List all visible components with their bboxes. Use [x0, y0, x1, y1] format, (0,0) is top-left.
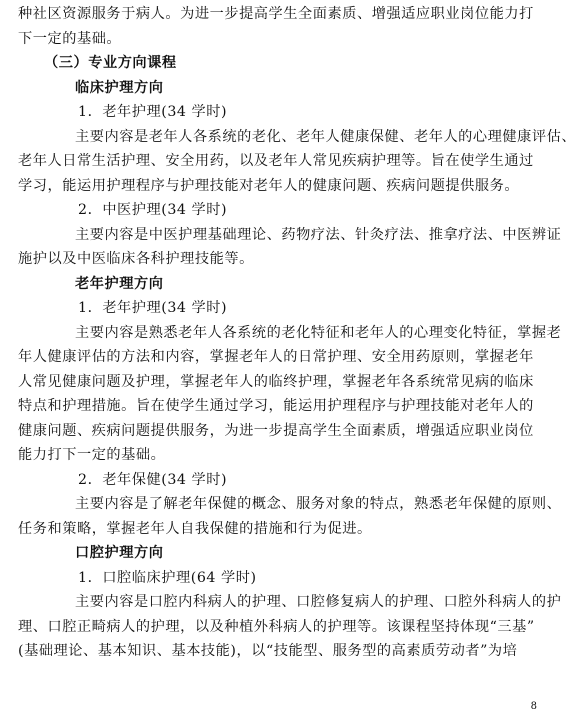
course-title: 1．老年护理(34 学时) — [78, 300, 228, 316]
subsection-heading: 老年护理方向 — [75, 275, 164, 292]
document-page — [18, 0, 577, 664]
body-text-line: 老年人日常生活护理、安全用药，以及老年人常见疾病护理等。旨在使学生通过 — [18, 153, 534, 169]
body-text-line: 下一定的基础。 — [18, 30, 122, 47]
body-text-line: 健康问题、疾病问题提供服务，为进一步提高学生全面素质，增强适应职业岗位 — [18, 422, 534, 439]
body-text-line: 年人健康评估的方法和内容，掌握老年人的日常护理、安全用药原则，掌握老年 — [18, 349, 534, 365]
section-heading: （三）专业方向课程 — [44, 55, 177, 71]
body-text-line: 施护以及中医临床各科护理技能等。 — [18, 251, 254, 267]
course-title: 2．中医护理(34 学时) — [78, 202, 228, 218]
course-title: 1．口腔临床护理(64 学时) — [78, 569, 257, 586]
body-text-line: 主要内容是了解老年保健的概念、服务对象的特点，熟悉老年保健的原则、 — [75, 496, 562, 512]
body-text-line: 主要内容是熟悉老年人各系统的老化特征和老年人的心理变化特征，掌握老 — [75, 324, 562, 341]
body-text-line: 种社区资源服务于病人。为进一步提高学生全面素质、增强适应职业岗位能力打 — [18, 6, 534, 22]
body-text-line: (基础理论、基本知识、基本技能)，以“技能型、服务型的高素质劳动者”为培 — [18, 643, 518, 659]
course-title: 1．老年护理(34 学时) — [78, 104, 228, 120]
body-text-line: 主要内容是中医护理基础理论、药物疗法、针灸疗法、推拿疗法、中医辨证 — [75, 226, 562, 243]
course-title: 2．老年保健(34 学时) — [78, 471, 228, 488]
body-text-line: 主要内容是老年人各系统的老化、老年人健康保健、老年人的心理健康评估、 — [75, 128, 577, 145]
body-text-line: 人常见健康问题及护理，掌握老年人的临终护理，掌握老年各系统常见病的临床 — [18, 373, 534, 390]
body-text-line: 任务和策略，掌握老年人自我保健的措施和行为促进。 — [18, 520, 372, 537]
body-text-line: 主要内容是口腔内科病人的护理、口腔修复病人的护理、口腔外科病人的护 — [75, 594, 562, 610]
subsection-heading: 口腔护理方向 — [75, 545, 164, 561]
body-text-line: 特点和护理措施。旨在使学生通过学习，能运用护理程序与护理技能对老年人的 — [18, 398, 534, 414]
body-text-line: 学习，能运用护理程序与护理技能对老年人的健康问题、疾病问题提供服务。 — [18, 177, 520, 194]
body-text-line: 能力打下一定的基础。 — [18, 447, 166, 463]
page-number: 8 — [530, 701, 537, 712]
subsection-heading: 临床护理方向 — [75, 79, 164, 96]
body-text-line: 理、口腔正畸病人的护理，以及种植外科病人的护理等。该课程坚持体现“三基” — [18, 618, 535, 635]
